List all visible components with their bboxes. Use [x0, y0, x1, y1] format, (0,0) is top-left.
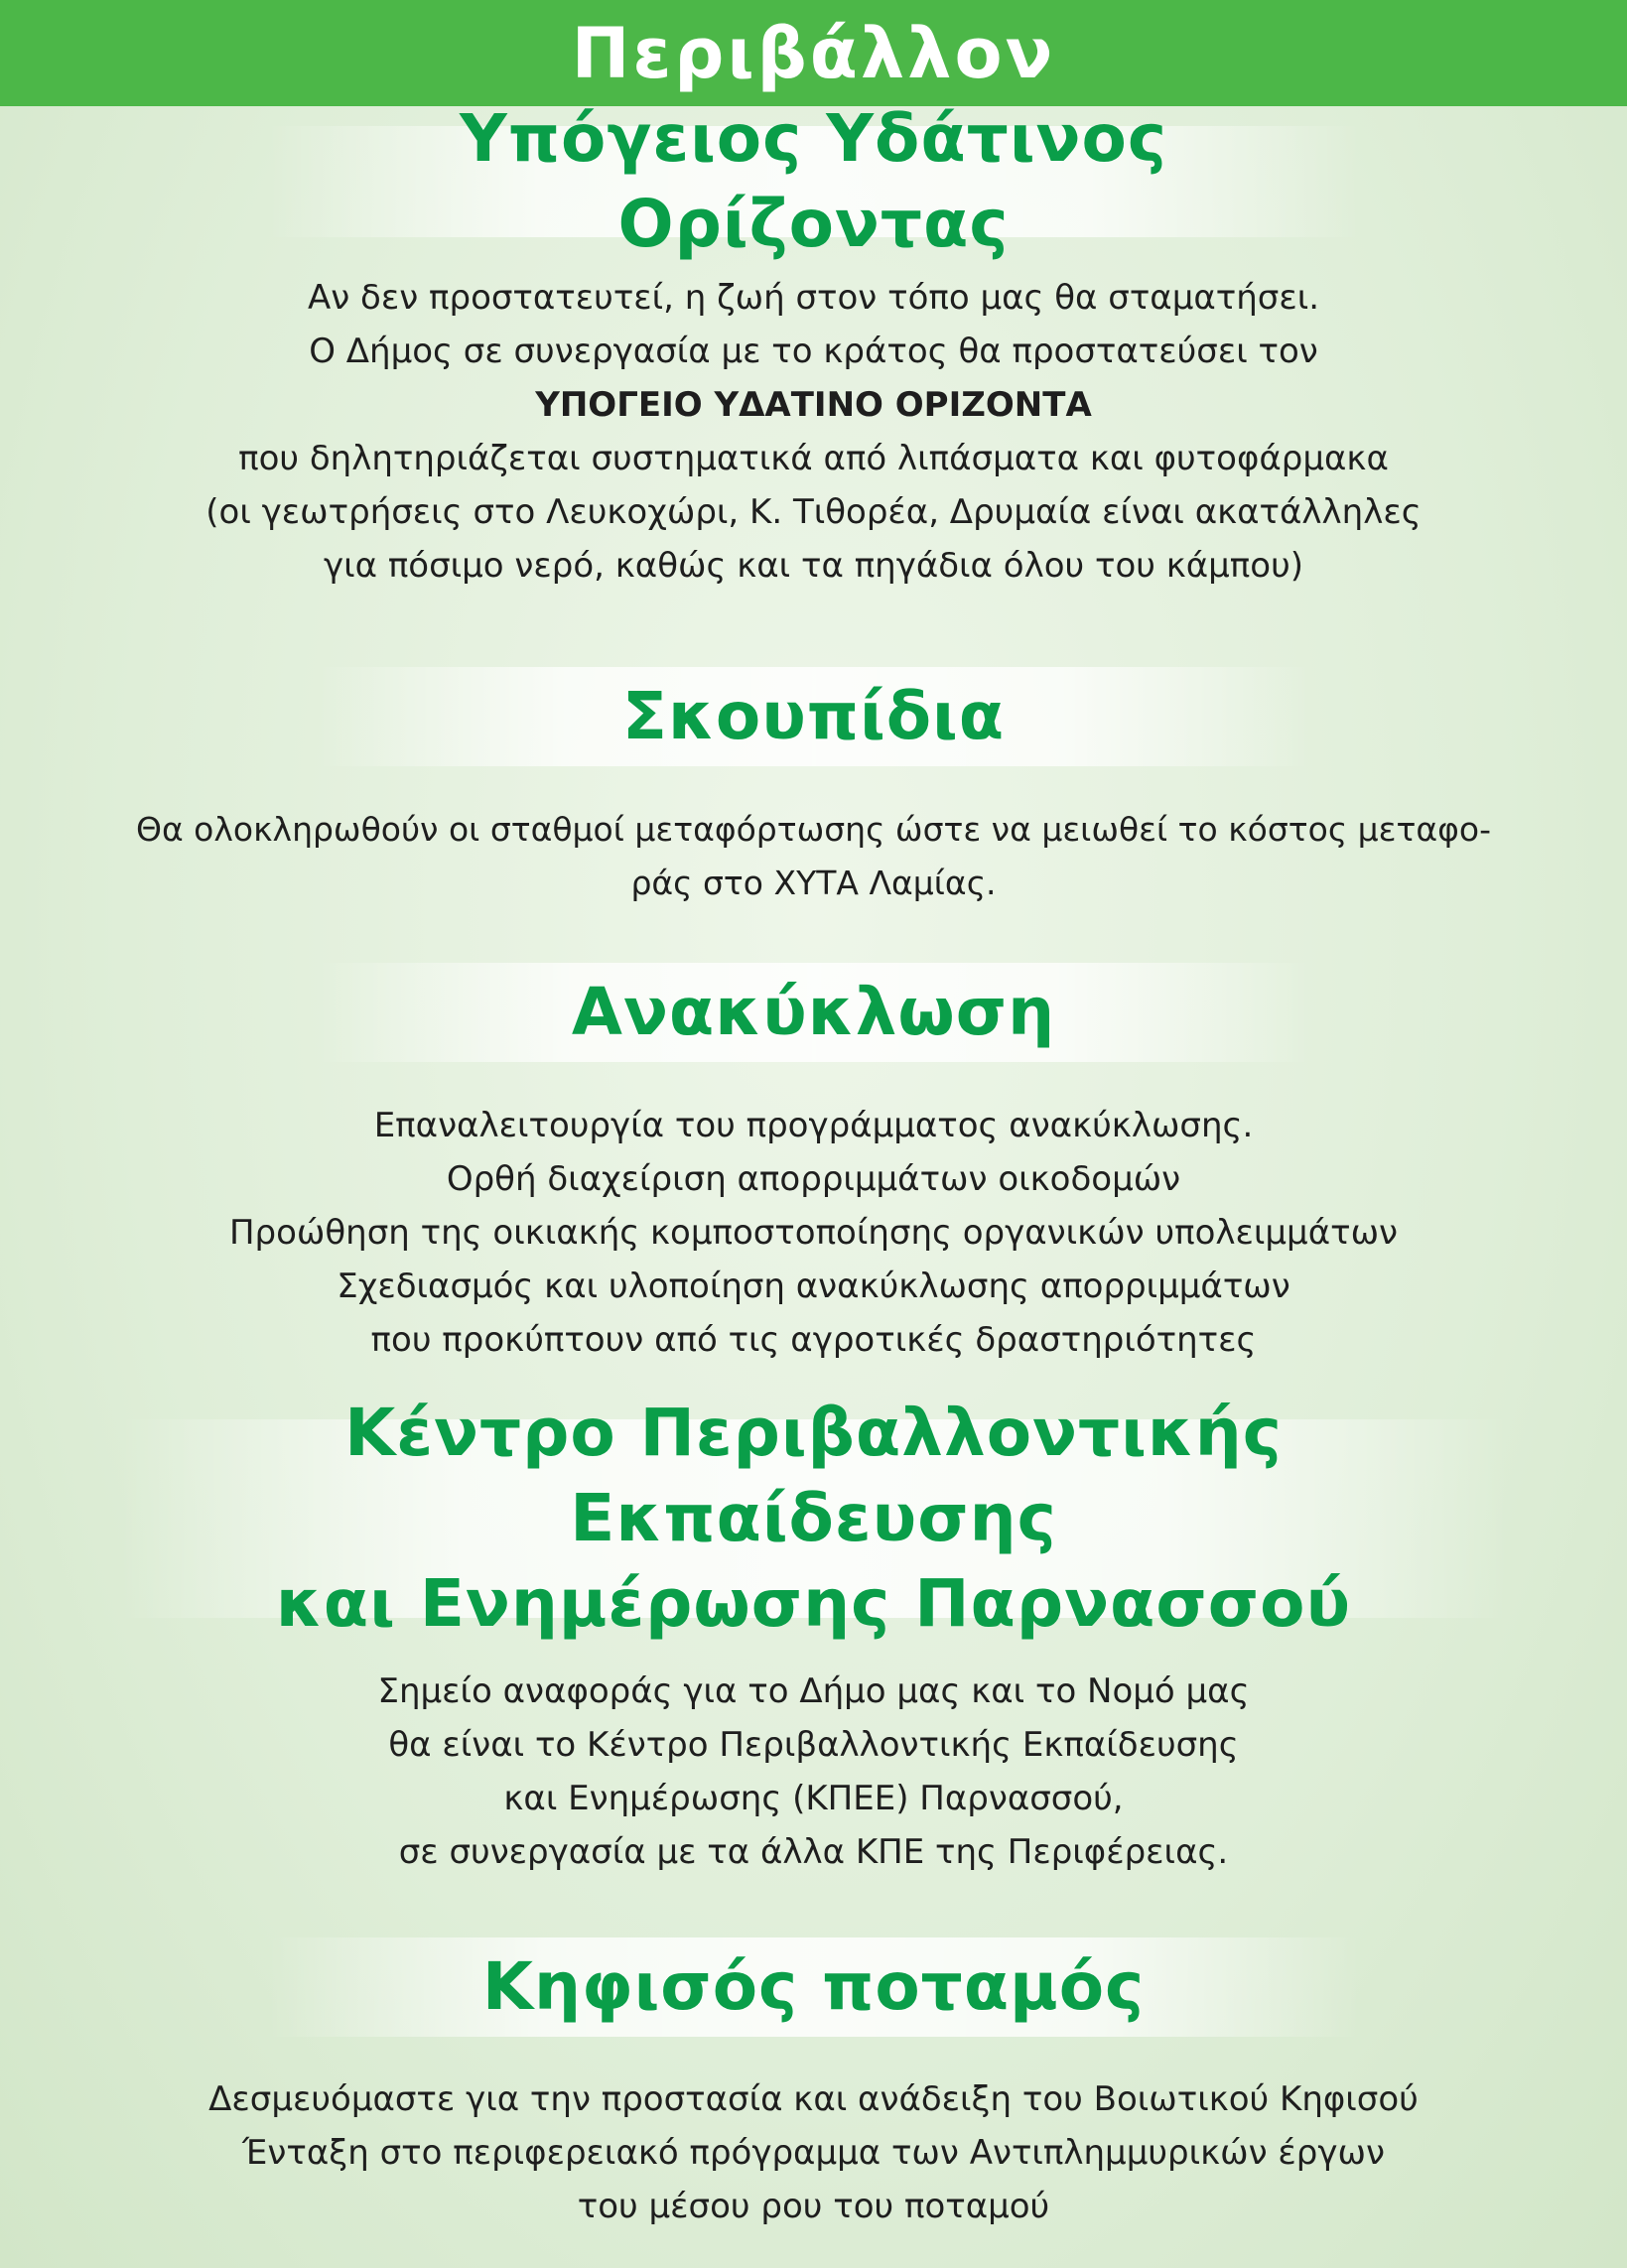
banner-title: Περιβάλλον [571, 12, 1056, 94]
heading-line: Κέντρο Περιβαλλοντικής Εκπαίδευσης [344, 1395, 1283, 1557]
body-line: Σημείο αναφοράς για το Δήμο μας και το Νομό μας [377, 1671, 1250, 1711]
heading-line: Σκουπίδια [621, 678, 1006, 755]
body-line: θα είναι το Κέντρο Περιβαλλοντικής Εκπαίδευσης [388, 1725, 1239, 1765]
section-heading-kifisos-river [0, 1937, 1627, 2037]
body-line: Ορθή διαχείριση απορριμμάτων οικοδομών [446, 1159, 1181, 1199]
body-line: Προώθηση της οικιακής κομποστοποίησης οργανικών υπολειμμάτων [228, 1213, 1399, 1253]
heading-line: και Ενημέρωσης Παρνασσού [275, 1564, 1352, 1642]
body-line: Ο Δήμος σε συνεργασία με το κράτος θα προστατεύσει τον [309, 332, 1318, 371]
heading-strip [318, 963, 1310, 1062]
title-banner [0, 0, 1627, 106]
heading-line: Υπόγειος Υδάτινος Ορίζοντας [460, 100, 1167, 262]
body-line: Αν δεν προστατευτεί, η ζωή στον τόπο μας θα σταματήσει. [307, 278, 1320, 318]
body-line: (οι γεωτρήσεις στο Λευκοχώρι, Κ. Τιθορέα, Δρυμαία είναι ακατάλληλες [205, 492, 1422, 532]
section-heading-groundwater [0, 100, 1627, 262]
body-line: σε συνεργασία με τα άλλα ΚΠΕ της Περιφέρειας. [398, 1832, 1229, 1872]
section-body-education-center [0, 1665, 1627, 1879]
body-line: και Ενημέρωσης (ΚΠΕΕ) Παρνασσού, [503, 1779, 1124, 1818]
body-line: Ένταξη στο περιφερειακό πρόγραμμα των Αντιπλημμυρικών έργων [242, 2133, 1385, 2173]
body-line: που προκύπτουν από τις αγροτικές δραστηριότητες [370, 1320, 1257, 1360]
heading-line: Ανακύκλωση [571, 974, 1056, 1051]
body-line: του μέσου ρου του ποταμού [577, 2187, 1050, 2226]
body-line: Δεσμευόμαστε για την προστασία και ανάδειξη του Βοιωτικού Κηφισού [208, 2079, 1419, 2119]
heading-line: Κηφισός ποταμός [481, 1948, 1146, 2026]
section-body-groundwater [0, 271, 1627, 593]
body-line: για πόσιμο νερό, καθώς και τα πηγάδια όλου του κάμπου) [323, 546, 1304, 586]
section-heading-recycling [0, 963, 1627, 1062]
heading-strip [268, 1937, 1360, 2037]
body-line: Σχεδιασμός και υλοποίηση ανακύκλωσης απορριμμάτων [337, 1267, 1290, 1306]
heading-strip [119, 1395, 1509, 1642]
section-heading-waste [0, 667, 1627, 766]
body-line: Επαναλειτουργία του προγράμματος ανακύκλωσης. [373, 1106, 1254, 1145]
section-body-kifisos-river [0, 2072, 1627, 2233]
heading-strip [318, 667, 1310, 766]
body-line: ράς στο ΧΥΤΑ Λαμίας. [630, 864, 997, 902]
heading-strip [268, 100, 1360, 262]
section-heading-education-center [0, 1395, 1627, 1642]
section-body-waste [0, 803, 1627, 910]
body-line: Θα ολοκληρωθούν οι σταθμοί μεταφόρτωσης ώστε να μειωθεί το κόστος μεταφο- [135, 810, 1492, 849]
section-body-recycling [0, 1099, 1627, 1367]
body-line-emphasis: ΥΠΟΓΕΙΟ ΥΔΑΤΙΝΟ ΟΡΙΖΟΝΤΑ [535, 385, 1092, 425]
body-line: που δηλητηριάζεται συστηματικά από λιπάσματα και φυτοφάρμακα [238, 439, 1389, 478]
